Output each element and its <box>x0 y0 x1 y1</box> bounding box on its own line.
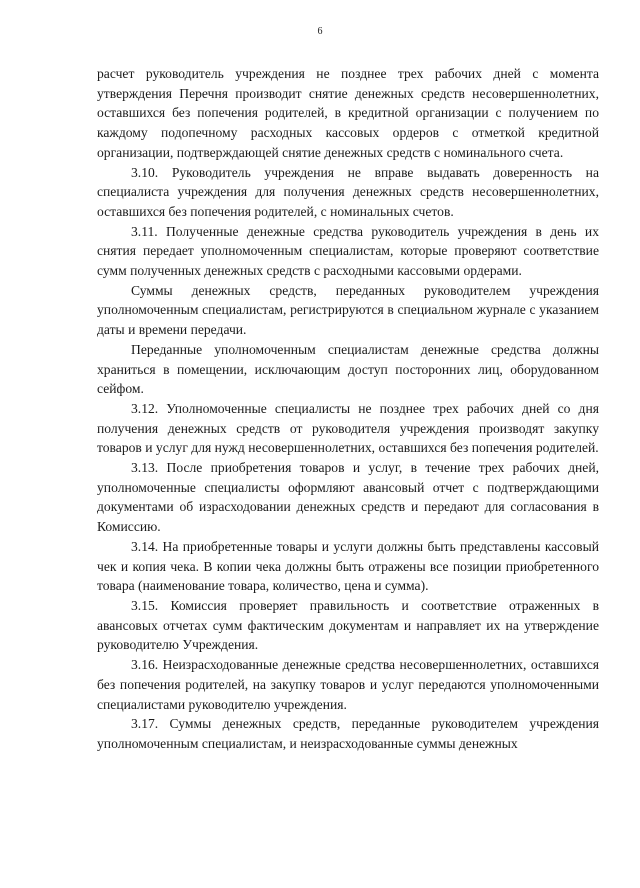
paragraph-continuation: расчет руководитель учреждения не позднее трех рабочих дней с момента утверждения Перечня производит снятие денежных средств несовершеннолетних, оставшихся без попечения родителей, в кредитной организации с получением по каждому подопечному расходных кассовых ордеров с отметкой кредитной организации, подтверждающей снятие денежных средств с номинального счета. <box>97 66 599 160</box>
paragraph-3-17: 3.17. Суммы денежных средств, переданные руководителем учреждения уполномоченным специалистам, и неизрасходованные суммы денежных <box>97 716 599 751</box>
paragraph-3-14: 3.14. На приобретенные товары и услуги должны быть представлены кассовый чек и копия чека. В копии чека должны быть отражены все позиции приобретенного товара (наименование товара, количество, цена и сумма). <box>97 538 599 594</box>
document-body <box>97 64 599 754</box>
paragraph-3-11: 3.11. Полученные денежные средства руководитель учреждения в день их снятия передает уполномоченным специалистам, которые проверяют соответствие сумм полученных денежных средств с расходными кассовыми ордерами. <box>97 223 599 279</box>
paragraph-3-15: 3.15. Комиссия проверяет правильность и соответствие отраженных в авансовых отчетах сумм фактическим документам и направляет их на утверждение руководителю Учреждения. <box>97 597 599 653</box>
paragraph-3-16: 3.16. Неизрасходованные денежные средства несовершеннолетних, оставшихся без попечения родителей, на закупку товаров и услуг передаются уполномоченными специалистами руководителю учреждения. <box>97 657 599 712</box>
paragraph-sums-registration: Суммы денежных средств, переданных руководителем учреждения уполномоченным специалистам, регистрируются в специальном журнале с указанием даты и времени передачи. <box>97 282 599 338</box>
page-number: 6 <box>317 26 323 37</box>
paragraph-3-12: 3.12. Уполномоченные специалисты не позднее трех рабочих дней со дня получения денежных средств от руководителя учреждения производят закупку товаров и услуг для нужд несовершеннолетних, оставшихся без попечения родителей. <box>97 400 599 456</box>
paragraph-storage: Переданные уполномоченным специалистам денежные средства должны храниться в помещении, исключающим доступ посторонних лиц, оборудованном сейфом. <box>97 341 599 397</box>
paragraph-3-13: 3.13. После приобретения товаров и услуг, в течение трех рабочих дней, уполномоченные специалисты оформляют авансовый отчет с подтверждающими документами об израсходовании денежных средств и передают для согласования в Комиссию. <box>97 460 599 535</box>
paragraph-3-10: 3.10. Руководитель учреждения не вправе выдавать доверенность на специалиста учреждения для получения денежных средств несовершеннолетних, оставшихся без попечения родителей, с номинальных счетов. <box>97 164 599 219</box>
